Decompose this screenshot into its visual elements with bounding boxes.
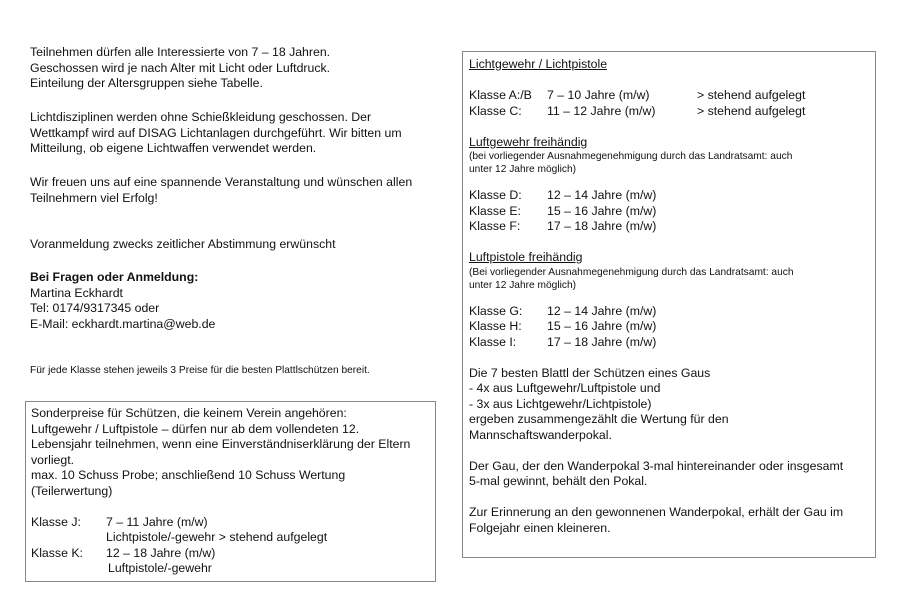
class-label: Klasse F:: [469, 219, 521, 233]
class-age: 15 – 16 Jahre (m/w): [547, 203, 657, 218]
class-k-row: [31, 546, 410, 562]
class-age: 17 – 18 Jahre (m/w): [547, 219, 657, 233]
team-line: - 4x aus Luftgewehr/Luftpistole und: [469, 381, 661, 395]
class-label: Klasse K:: [31, 545, 83, 560]
prizes-text: Für jede Klasse stehen jeweils 3 Preise für die besten Plattlschützen bereit.: [30, 365, 370, 376]
voranmeldung-text: Voranmeldung zwecks zeitlicher Abstimmung erwünscht: [30, 237, 336, 251]
class-age: 11 – 12 Jahre (m/w): [547, 103, 656, 118]
intro-line: Geschossen wird je nach Alter mit Licht oder Luftdruck.: [30, 60, 331, 75]
contact-heading: Bei Fragen oder Anmeldung:: [30, 270, 199, 284]
class-k-sub: Luftpistole/-gewehr: [108, 561, 212, 575]
contact-tel: Tel: 0174/9317345 oder: [30, 301, 160, 315]
intro-line: Teilnehmen dürfen alle Interessierte von 7 – 18 Jahren.: [30, 45, 331, 59]
licht-line: Lichtdisziplinen werden ohne Schießkleidung geschossen. Der: [30, 110, 372, 124]
team-line: Mannschaftswanderpokal.: [469, 427, 612, 442]
sonderpreise-box: [25, 401, 436, 582]
intro-line: Einteilung der Altersgruppen siehe Tabelle.: [30, 76, 263, 90]
sonderpreise-text: [31, 406, 410, 577]
sonder-line: Luftgewehr / Luftpistole – dürfen nur ab dem vollendeten 12.: [31, 421, 360, 436]
licht-heading: Lichtgewehr / Lichtpistole: [469, 57, 608, 71]
class-label: Klasse G:: [469, 303, 523, 318]
gau-line: 5-mal gewinnt, behält den Pokal.: [469, 474, 648, 488]
memory-line: Folgejahr einen kleineren.: [469, 520, 611, 535]
team-line: Die 7 besten Blattl der Schützen eines Gaus: [469, 365, 711, 380]
lp-note: unter 12 Jahre möglich): [469, 279, 577, 291]
class-age: 12 – 14 Jahre (m/w): [547, 303, 657, 318]
class-age: 7 – 10 Jahre (m/w): [547, 88, 650, 102]
class-i-row: [469, 335, 843, 351]
class-label: Klasse I:: [469, 334, 517, 349]
classes-box: [462, 51, 876, 558]
wish-line: Wir freuen uns auf eine spannende Veranstaltung und wünschen allen: [30, 175, 413, 189]
class-label: Klasse J:: [31, 514, 81, 529]
class-label: Klasse E:: [469, 203, 521, 218]
class-note: > stehend aufgelegt: [697, 103, 806, 118]
sonder-line: Lebensjahr teilnehmen, wenn eine Einverständniserklärung der Eltern: [31, 437, 411, 451]
lg-heading: Luftgewehr freihändig: [469, 134, 588, 149]
sonder-line: (Teilerwertung): [31, 483, 113, 498]
class-c-row: [469, 104, 843, 120]
licht-line: Wettkampf wird auf DISAG Lichtanlagen durchgeführt. Wir bitten um: [30, 125, 402, 140]
class-age: 17 – 18 Jahre (m/w): [547, 334, 657, 349]
class-label: Klasse D:: [469, 188, 522, 202]
memory-line: Zur Erinnerung an den gewonnenen Wanderpokal, erhält der Gau im: [469, 505, 844, 519]
class-j-sub: Lichtpistole/-gewehr > stehend aufgelegt: [106, 530, 328, 544]
sonder-line: max. 10 Schuss Probe; anschließend 10 Schuss Wertung: [31, 468, 346, 482]
class-d-row: [469, 188, 843, 204]
class-age: 7 – 11 Jahre (m/w): [106, 514, 208, 529]
sonder-line: vorliegt.: [31, 452, 75, 467]
team-line: ergeben zusammengezählt die Wertung für den: [469, 412, 729, 426]
lg-note: (bei vorliegender Ausnahmegenehmigung durch das Landratsamt: auch: [469, 151, 793, 162]
class-a-row: [469, 88, 843, 104]
lp-heading: Luftpistole freihändig: [469, 250, 583, 264]
class-label: Klasse H:: [469, 319, 522, 333]
licht-line: Mitteilung, ob eigene Lichtwaffen verwendet werden.: [30, 141, 317, 155]
class-f-row: [469, 219, 843, 235]
class-age: 15 – 16 Jahre (m/w): [547, 319, 657, 333]
class-j-row: [31, 515, 410, 531]
class-age: 12 – 18 Jahre (m/w): [106, 545, 216, 560]
classes-content: [469, 57, 843, 536]
sonder-line: Sonderpreise für Schützen, die keinem Verein angehören:: [31, 406, 347, 420]
intro-paragraph: [30, 45, 440, 92]
class-g-row: [469, 304, 843, 320]
class-note: > stehend aufgelegt: [697, 88, 806, 102]
contact-email: E-Mail: eckhardt.martina@web.de: [30, 316, 216, 331]
wish-line: Teilnehmern viel Erfolg!: [30, 190, 158, 205]
class-label: Klasse A:/B: [469, 88, 532, 102]
wish-paragraph: [30, 175, 440, 206]
class-h-row: [469, 319, 843, 335]
gau-line: Der Gau, der den Wanderpokal 3-mal hintereinander oder insgesamt: [469, 458, 844, 473]
class-age: 12 – 14 Jahre (m/w): [547, 188, 657, 202]
lp-note: (Bei vorliegender Ausnahmegenehmigung durch das Landratsamt: auch: [469, 266, 794, 278]
lg-note: unter 12 Jahre möglich): [469, 164, 577, 175]
licht-paragraph: [30, 110, 440, 157]
contact-name: Martina Eckhardt: [30, 285, 123, 300]
class-label: Klasse C:: [469, 103, 522, 118]
team-line: - 3x aus Lichtgewehr/Lichtpistole): [469, 396, 652, 411]
class-e-row: [469, 204, 843, 220]
contact-block: [30, 270, 440, 332]
